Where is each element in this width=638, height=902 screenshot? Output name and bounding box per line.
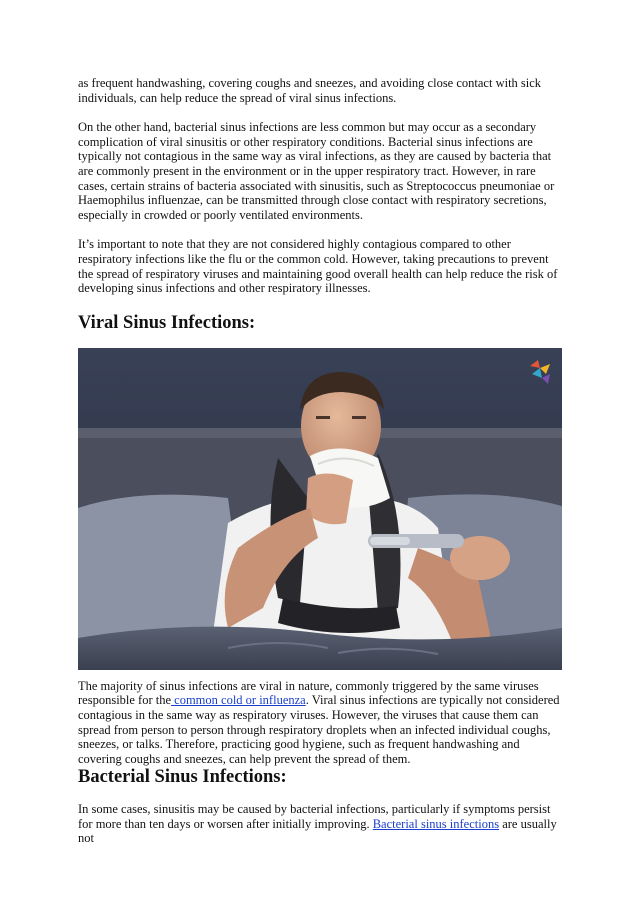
paragraph-hygiene-continuation: as frequent handwashing, covering coughs and sneezes, and avoiding close contact with sick individuals, can help reduce the spread of viral sinus infections.	[78, 76, 542, 105]
sick-man-photo	[78, 348, 562, 670]
heading-viral-sinus-infections: Viral Sinus Infections:	[78, 312, 256, 333]
paragraph-contagiousness-note: It’s important to note that they are not considered highly contagious compared to other respiratory infections like the flu or the common cold. However, taking precautions to prevent the spread of respiratory viruses and maintaining good overall health can help reduce the risk of developing sinus infections and other respiratory illnesses.	[78, 237, 558, 296]
bacterial-text-after-link: are usually not	[78, 816, 557, 846]
bacterial-text-before-link: In some cases, sinusitis may be caused by bacterial infections, particularly if symptoms persist for more than ten days or worsen after initially improving.	[78, 802, 551, 831]
paragraph-bacterial-overview: On the other hand, bacterial sinus infections are less common but may occur as a secondary complication of viral sinusitis or other respiratory conditions. Bacterial sinus infections are typically not contagious in the same way as viral infections, as they are caused by bacteria that are commonly present in the environment or in the upper respiratory tract. However, in rare cases, certain strains of bacteria associated with sinusitis, such as Streptococcus pneumoniae or Haemophilus influenzae, can be transmitted through close contact with respiratory secretions, especially in crowded or poorly ventilated environments.	[78, 120, 555, 222]
link-common-cold-influenza[interactable]: common cold or influenza	[171, 693, 306, 708]
viral-text-after-link: . Viral sinus infections are typically not considered contagious in the same way as respiratory viruses. However, the viruses that cause them can spread from person to person through respiratory droplets when an infected individual coughs, sneezes, or talks. Therefore, practicing good hygiene, such as frequent handwashing and covering coughs and sneezes, can help prevent the spread of them.	[78, 693, 560, 766]
viral-text-before-link: The majority of sinus infections are viral in nature, commonly triggered by the same viruses responsible for the	[78, 678, 539, 708]
paragraph-viral-details	[78, 679, 562, 767]
paragraph-bacterial-details	[78, 802, 562, 846]
link-bacterial-sinus-infections[interactable]: Bacterial sinus infections	[372, 816, 500, 831]
heading-bacterial-sinus-infections: Bacterial Sinus Infections:	[78, 767, 287, 788]
article-body	[78, 76, 562, 861]
